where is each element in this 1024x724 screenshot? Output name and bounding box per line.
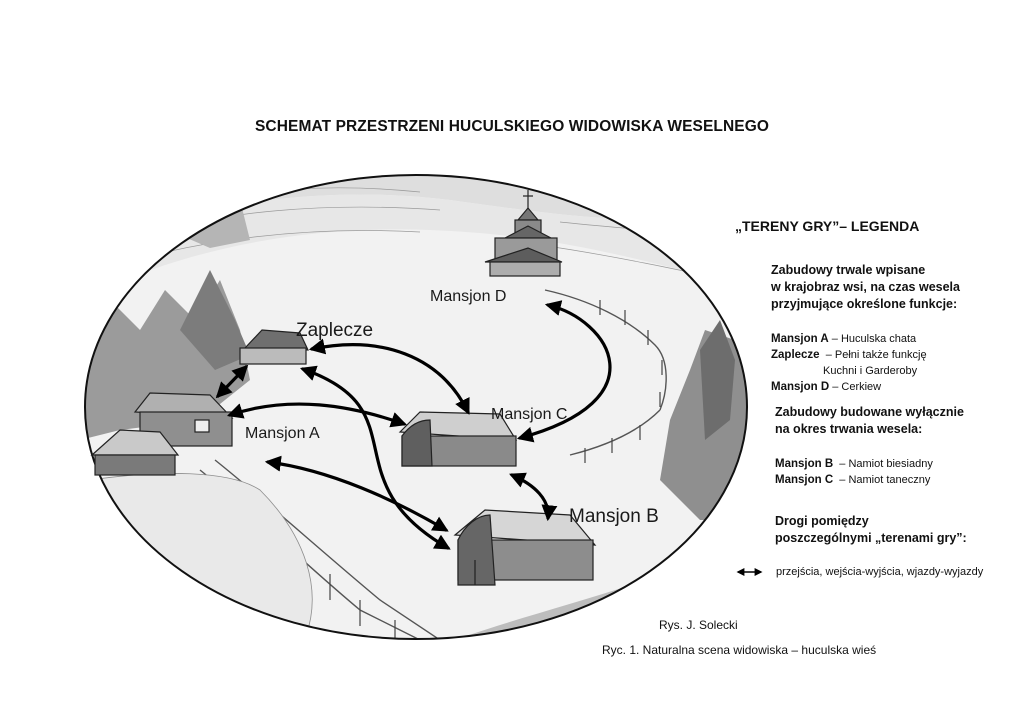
legend-roads-text: przejścia, wejścia-wyjścia, wjazdy-wyjazdy bbox=[776, 566, 984, 578]
legend-item-mansjon-d: Mansjon D – Cerkiew bbox=[771, 381, 882, 393]
label-mansjon-c: Mansjon C bbox=[491, 406, 568, 423]
legend-roads-heading: Drogi pomiędzy poszczególnymi „terenami gry”: bbox=[775, 514, 967, 545]
label-mansjon-d: Mansjon D bbox=[430, 288, 507, 305]
legend-permanent-heading: Zabudowy trwale wpisane w krajobraz wsi, na czas wesela przyjmujące określone funkcje: bbox=[771, 263, 960, 311]
figure-caption: Ryc. 1. Naturalna scena widowiska – huculska wieś bbox=[602, 643, 877, 657]
legend-item-mansjon-b: Mansjon B – Namiot biesiadny bbox=[775, 458, 933, 470]
legend-temporary-heading: Zabudowy budowane wyłącznie na okres trwania wesela: bbox=[775, 405, 964, 436]
legend-title: „TERENY GRY”– LEGENDA bbox=[735, 218, 920, 234]
diagram-title: SCHEMAT PRZESTRZENI HUCULSKIEGO WIDOWISKA WESELNEGO bbox=[254, 118, 770, 135]
drawing-credit: Rys. J. Solecki bbox=[659, 618, 738, 632]
label-mansjon-a: Mansjon A bbox=[245, 425, 320, 442]
legend-item-zaplecze-cont: Kuchni i Garderoby bbox=[823, 365, 918, 377]
label-mansjon-b: Mansjon B bbox=[569, 506, 659, 527]
label-zaplecze: Zaplecze bbox=[296, 320, 374, 341]
legend-item-mansjon-c: Mansjon C – Namiot taneczny bbox=[775, 474, 931, 486]
legend-item-zaplecze: Zaplecze – Pełni także funkcję bbox=[771, 349, 927, 361]
legend-item-mansjon-a: Mansjon A – Huculska chata bbox=[771, 333, 917, 345]
